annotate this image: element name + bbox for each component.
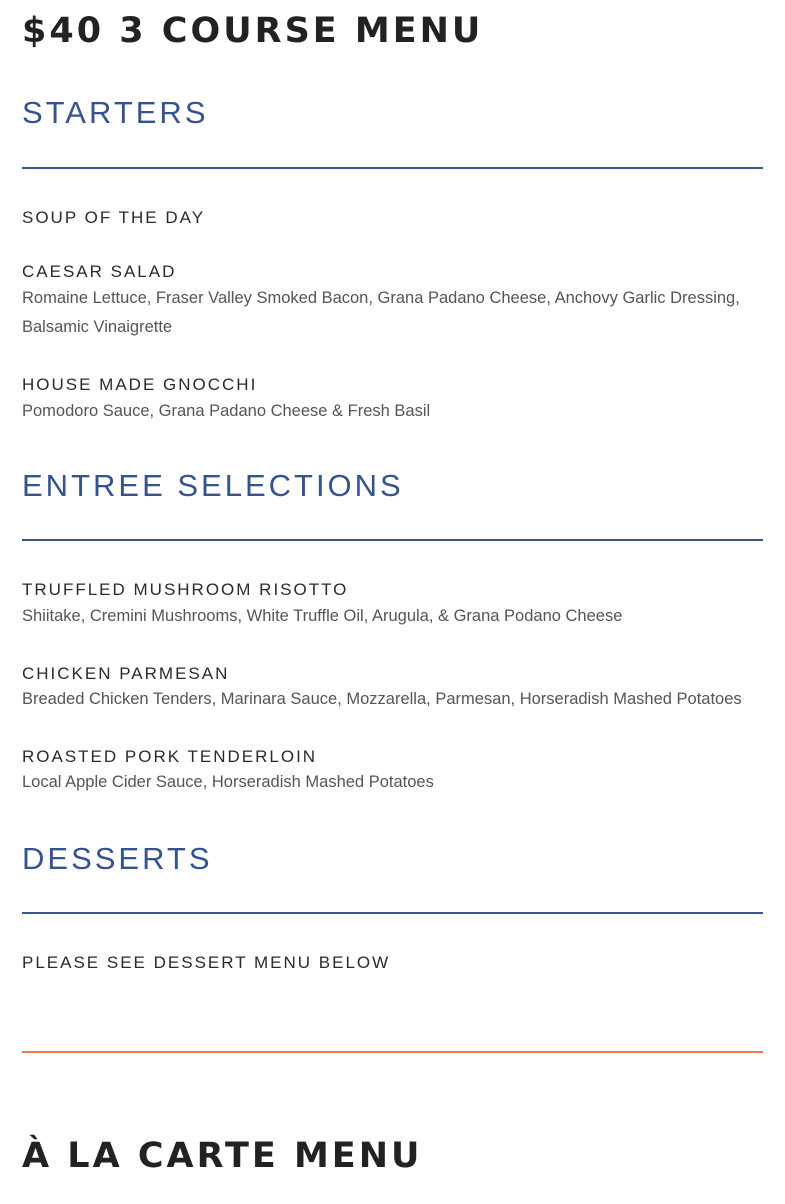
entree-selections-divider xyxy=(22,539,763,541)
item-truffled-mushroom-risotto-description: Shiitake, Cremini Mushrooms, White Truffle Oil, Arugula, & Grana Podano Cheese xyxy=(22,607,623,625)
desserts-divider xyxy=(22,912,763,914)
item-chicken-parmesan: CHICKEN PARMESAN xyxy=(22,664,230,683)
menu-separator xyxy=(22,1051,763,1053)
item-chicken-parmesan-description: Breaded Chicken Tenders, Marinara Sauce, Mozzarella, Parmesan, Horseradish Mashed Potatoes xyxy=(22,690,742,708)
entree-selections-heading: ENTREE SELECTIONS xyxy=(22,468,404,503)
item-caesar-salad: CAESAR SALAD xyxy=(22,262,177,281)
item-house-made-gnocchi: HOUSE MADE GNOCCHI xyxy=(22,375,258,394)
item-house-made-gnocchi-description: Pomodoro Sauce, Grana Padano Cheese & Fresh Basil xyxy=(22,402,431,420)
item-roasted-pork-tenderloin-description: Local Apple Cider Sauce, Horseradish Mashed Potatoes xyxy=(22,773,434,791)
item-caesar-salad-description: Romaine Lettuce, Fraser Valley Smoked Bacon, Grana Padano Cheese, Anchovy Garlic Dressing, Balsamic Vinaigrette xyxy=(22,289,740,336)
menu-page xyxy=(22,0,763,1204)
desserts-heading: DESSERTS xyxy=(22,841,213,876)
item-roasted-pork-tenderloin: ROASTED PORK TENDERLOIN xyxy=(22,747,318,766)
a-la-carte-menu-title: À LA CARTE MENU xyxy=(22,1136,423,1176)
starters-divider xyxy=(22,167,763,169)
item-truffled-mushroom-risotto: TRUFFLED MUSHROOM RISOTTO xyxy=(22,580,349,599)
item-soup-of-the-day: SOUP OF THE DAY xyxy=(22,208,206,227)
course-menu-title: $40 3 COURSE MENU xyxy=(22,11,484,51)
starters-heading: STARTERS xyxy=(22,95,209,130)
item-dessert-menu-note: PLEASE SEE DESSERT MENU BELOW xyxy=(22,953,391,972)
